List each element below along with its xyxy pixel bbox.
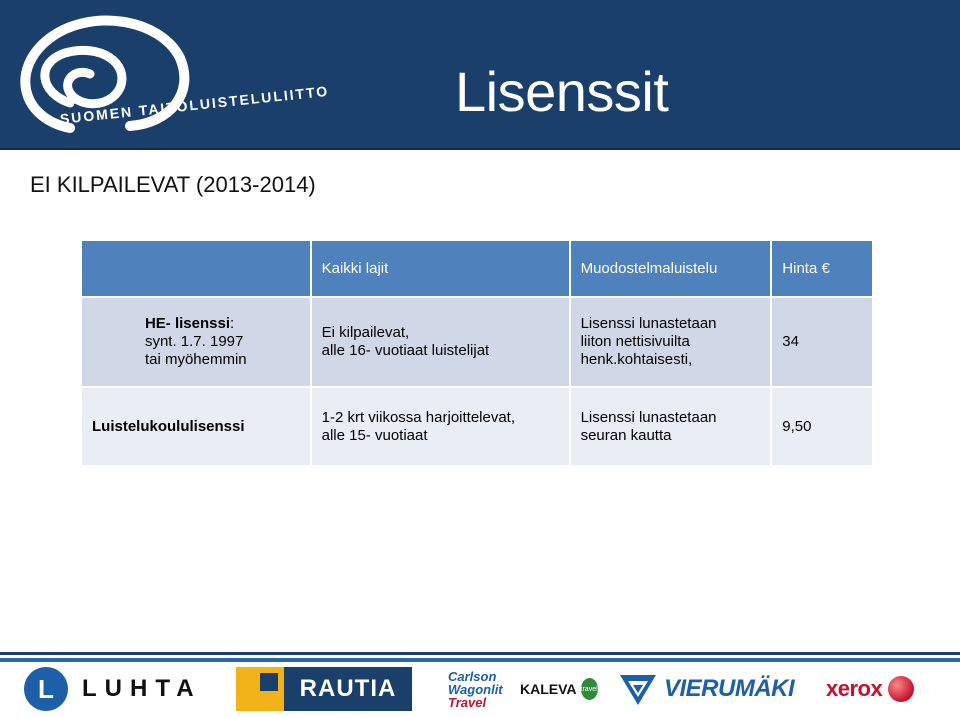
luhta-wordmark: LUHTA [82, 675, 202, 702]
footer-divider [0, 652, 960, 655]
vierumaki-icon [618, 671, 658, 707]
table-header-cell [81, 240, 311, 297]
kaleva-wordmark: KALEVA [520, 681, 577, 697]
xerox-wordmark: xerox [826, 676, 883, 701]
page-title: Lisenssit [455, 60, 669, 123]
table-cell [81, 387, 311, 466]
carlson-wordmark: Travel [448, 694, 487, 710]
license-condition: tai myöhemmin [144, 351, 247, 368]
license-name: Luistelukoululisenssi [92, 417, 245, 435]
table-row [81, 387, 873, 466]
table-header-cell: Muodostelmaluistelu [570, 240, 772, 297]
rautia-wordmark: RAUTIA [284, 667, 412, 711]
license-table [80, 239, 874, 467]
sponsor-carlson-logo [448, 664, 516, 714]
table-header-cell: Kaikki lajit [311, 240, 570, 297]
cell-text: Lisenssi lunastetaan [580, 408, 717, 426]
cell-text: seuran kautta [580, 426, 672, 444]
xerox-ball-icon [888, 676, 914, 702]
table-cell [570, 297, 772, 387]
vierumaki-wordmark: VIERUMÄKI [664, 675, 795, 702]
license-condition: synt. 1.7. 1997 [144, 333, 244, 350]
section-subtitle: EI KILPAILEVAT (2013-2014) [30, 172, 316, 197]
table-header-row [81, 240, 873, 297]
license-name: HE- lisenssi [144, 315, 230, 332]
table-cell [81, 297, 311, 387]
sponsor-xerox-logo [826, 664, 926, 714]
license-name-colon: : [230, 315, 235, 332]
sponsor-luhta-logo [24, 664, 214, 714]
carlson-wordmark: Carlson [448, 668, 497, 684]
table-cell [570, 387, 772, 466]
table-cell [311, 297, 570, 387]
price-cell: 34 [771, 297, 873, 387]
sponsor-vierumaki-logo [618, 664, 798, 714]
cell-text: henk.kohtaisesti, [580, 351, 693, 368]
cell-text: Ei kilpailevat, [321, 324, 410, 341]
table-header-cell: Hinta € [771, 240, 873, 297]
sponsor-kaleva-logo [520, 664, 598, 714]
sponsor-rautia-logo [236, 664, 412, 714]
cell-text: alle 15- vuotiaat [321, 426, 428, 444]
table-cell [311, 387, 570, 466]
logo-text: SUOMEN TAITOLUISTELULIITTO [59, 82, 330, 127]
price-cell: 9,50 [771, 387, 873, 466]
cell-text: alle 16- vuotiaat luistelijat [321, 342, 490, 359]
luhta-icon: L [24, 667, 68, 711]
table-row [81, 297, 873, 387]
cell-text: Lisenssi lunastetaan [580, 315, 717, 332]
header-banner [0, 0, 960, 150]
skating-federation-logo-icon [10, 8, 210, 148]
cell-text: 1-2 krt viikossa harjoittelevat, [321, 408, 516, 426]
cell-text: liiton nettisivuilta [580, 333, 690, 350]
carlson-wordmark: Wagonlit [448, 681, 503, 697]
footer-divider [0, 658, 960, 662]
kaleva-travel-icon: travel [581, 678, 598, 700]
rautia-icon [236, 667, 284, 711]
